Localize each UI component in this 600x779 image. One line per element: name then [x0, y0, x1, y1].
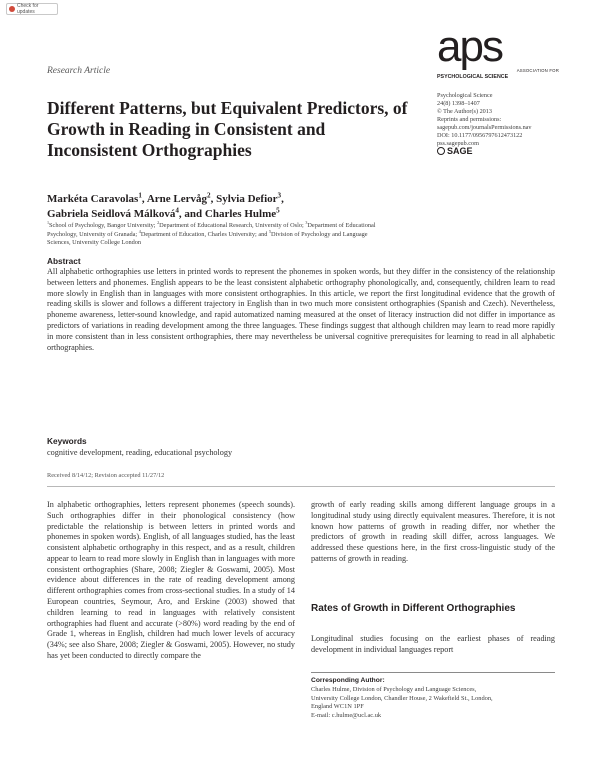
aps-logo-word: aps — [437, 22, 502, 71]
footnote-divider — [311, 672, 555, 673]
aps-logo — [437, 22, 559, 80]
author: Sylvia Defior$^3$, — [216, 191, 284, 205]
aps-tagline-line2: PSYCHOLOGICAL SCIENCE — [437, 74, 509, 80]
publisher-name: SAGE — [447, 146, 473, 156]
sage-logo — [437, 146, 473, 156]
author: Charles Hulme$^5$ — [204, 205, 280, 220]
author: Markéta Caravolas$^1$, — [47, 191, 147, 205]
update-icon — [9, 6, 15, 12]
journal-name: Psychological Science — [437, 92, 493, 99]
copyright: © The Author(s) 2013 — [437, 108, 492, 115]
reprints: Reprints and permissions: — [437, 116, 502, 123]
corresponding-author-details — [311, 686, 561, 720]
abstract-text: All alphabetic orthographies use letters in printed words to represent the phonemes in spoken words, but they differ in the consistency of the relationship between letters and phonemes. English appears to be the least consistent alphabetic orthography phonologically, and, consequently, children learn to read more slowly in English than in languages with more consistent orthographies. In this article, we report the first longitudinal evidence that the growth of reading skills is slower and follows a different trajectory in English than in two much more consistent orthographies (Spanish and Czech). Nevertheless, phoneme awareness, letter-sound knowledge, and rapid automatized naming measured at the onset of literacy instruction did not differ in importance as predictors of variations in reading development among the three languages. These findings suggest that although children may learn to read more rapidly in more consistent than in less consistent orthographies, there may nevertheless be universal cognitive prerequisites for learning to read in all alphabetic orthographies. — [47, 267, 555, 352]
keywords-heading: Keywords — [47, 436, 87, 446]
keywords-text: cognitive development, reading, educational psychology — [47, 448, 233, 457]
body-column-left: In alphabetic orthographies, letters represent phonemes (speech sounds). Such orthographies differ in their phonological consistency (how predictable the relationship is between letters in printed words and phonemes in spoken words). English, of all languages studied, has the least consistent alphabetic orthography in this respect, and as a result, children appear to learn to read more slowly in English than in languages with more consistent orthographies (Share, 2008; Ziegler & Goswami, 2005). Most evidence about differences in the rate of reading development among different orthographies comes from cross-sectional studies. In a study of 14 European countries, Seymour, Aro, and Erskine (2003) showed that children learning to read in languages with relatively consistent orthographies had fluent and accurate (>80%) word reading by the end of Grade 1, whereas in English, children had much lower levels of accuracy (34%; see also Share, 2008; Ziegler & Goswami, 2005). However, no study has yet been conducted to directly compare the — [47, 500, 295, 660]
aps-tagline-line1: ASSOCIATION FOR — [516, 68, 559, 73]
received-dates: Received 8/14/12; Revision accepted 11/27/12 — [47, 472, 165, 479]
doi[interactable]: DOI: 10.1177/0956797612473122 — [437, 132, 523, 139]
badge-label: Check for updates — [17, 3, 39, 15]
corr-line: University College London, Chandler House, 2 Wakefield St., London, — [311, 694, 493, 702]
corr-line: England WC1N 1PF — [311, 703, 364, 711]
journal-volume: 24(8) 1398–1407 — [437, 100, 480, 107]
journal-site-link[interactable]: pss.sagepub.com — [437, 140, 479, 147]
article-type: Research Article — [47, 66, 111, 76]
corresponding-author-heading: Corresponding Author: — [311, 677, 385, 684]
reprints-link[interactable]: sagepub.com/journalsPermissions.nav — [437, 124, 532, 131]
divider — [47, 486, 555, 487]
body-column-right: growth of early reading skills among different language groups in a longitudinal study using directly equivalent measures. Therefore, it is not known how patterns of growth in reading differ, nor whether the predictors of growth in reading skill differ, across languages. We addressed these questions here, in the first cross-linguistic study of the patterns of growth in reading. — [311, 500, 555, 563]
corr-line: Charles Hulme, Division of Psychology and Language Sciences, — [311, 686, 477, 693]
journal-meta — [437, 92, 587, 148]
corr-email[interactable]: E-mail: c.hulme@ucl.ac.uk — [311, 711, 382, 719]
check-for-updates-badge[interactable] — [6, 3, 58, 15]
sage-ring-icon — [437, 147, 445, 155]
author: Gabriela Seidlová Málková$^4$, and — [47, 205, 205, 220]
section-text: Longitudinal studies focusing on the earliest phases of reading development in individual languages report — [311, 634, 555, 654]
author-list — [47, 192, 427, 221]
abstract-heading: Abstract — [47, 256, 81, 266]
author: Arne Lervåg$^2$, — [146, 191, 217, 205]
article-title: Different Patterns, but Equivalent Predictors, of Growth in Reading in Consistent and Inconsistent Orthographies — [47, 98, 408, 160]
section-heading: Rates of Growth in Different Orthographies — [311, 603, 516, 614]
affiliations: $^1$School of Psychology, Bangor University; $^2$Department of Educational Research, University of Oslo; $^3$Department of Educational Psychology, University of Granada; $^4$Department of Education, Charles University; and $^5$Division of Psychology and Language Sciences, University College London — [47, 219, 376, 246]
